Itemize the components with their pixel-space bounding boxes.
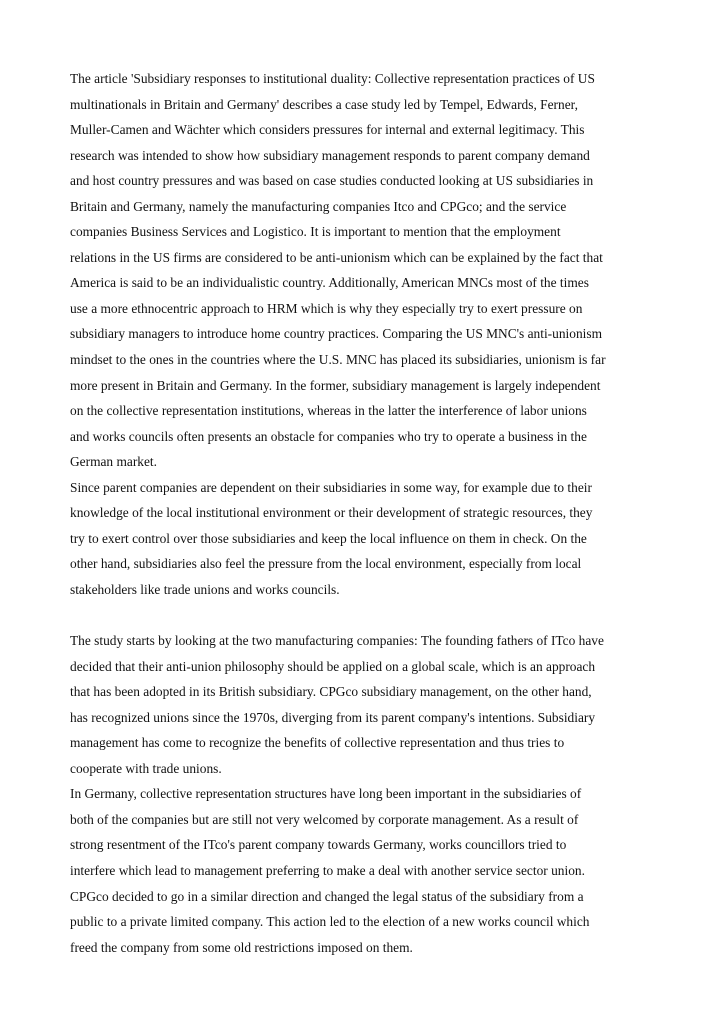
text-line: The article 'Subsidiary responses to institutional duality: Collective representation practices of US <box>70 71 595 86</box>
text-line: America is said to be an individualistic country. Additionally, American MNCs most of the times <box>70 275 589 291</box>
text-line: German market. <box>70 454 157 470</box>
text-line: In Germany, collective representation structures have long been important in the subsidiaries of <box>70 786 582 802</box>
text-line: knowledge of the local institutional environment or their development of strategic resources, they <box>70 505 593 521</box>
text-line: interfere which lead to management preferring to make a deal with another service sector union. <box>70 862 585 878</box>
text-line: Britain and Germany, namely the manufacturing companies Itco and CPGco; and the service <box>70 198 567 214</box>
paragraph-3 <box>70 628 670 781</box>
paragraph-spacer <box>70 602 670 628</box>
text-line: CPGco decided to go in a similar direction and changed the legal status of the subsidiary from a <box>70 888 584 904</box>
text-line: Since parent companies are dependent on their subsidiaries in some way, for example due to their <box>70 479 592 495</box>
text-line: strong resentment of the ITco's parent company towards Germany, works councillors tried to <box>70 837 567 853</box>
text-line: other hand, subsidiaries also feel the pressure from the local environment, especially from local <box>70 556 582 572</box>
paragraph-1 <box>70 66 670 475</box>
text-line: on the collective representation institutions, whereas in the latter the interference of labor unions <box>70 403 587 419</box>
document-body <box>70 66 670 960</box>
text-line: try to exert control over those subsidiaries and keep the local influence on them in check. On the <box>70 530 587 546</box>
text-line: freed the company from some old restrictions imposed on them. <box>70 939 413 955</box>
text-line: relations in the US firms are considered to be anti-unionism which can be explained by the fact that <box>70 249 603 265</box>
text-line: cooperate with trade unions. <box>70 760 222 776</box>
text-line: public to a private limited company. This action led to the election of a new works council which <box>70 914 590 930</box>
text-line: more present in Britain and Germany. In the former, subsidiary management is largely independent <box>70 377 601 393</box>
text-line: both of the companies but are still not very welcomed by corporate management. As a result of <box>70 811 579 827</box>
text-line: multinationals in Britain and Germany' describes a case study led by Tempel, Edwards, Ferner, <box>70 96 578 112</box>
text-line: subsidiary managers to introduce home country practices. Comparing the US MNC's anti-unionism <box>70 326 602 342</box>
text-line: that has been adopted in its British subsidiary. CPGco subsidiary management, on the other hand, <box>70 684 592 700</box>
text-line: stakeholders like trade unions and works councils. <box>70 581 340 597</box>
text-line: and host country pressures and was based on case studies conducted looking at US subsidiaries in <box>70 173 594 189</box>
text-line: Muller-Camen and Wächter which considers pressures for internal and external legitimacy. This <box>70 122 585 138</box>
text-line: has recognized unions since the 1970s, diverging from its parent company's intentions. Subsidiary <box>70 709 596 725</box>
text-line: mindset to the ones in the countries where the U.S. MNC has placed its subsidiaries, unionism is far <box>70 352 606 368</box>
text-line: decided that their anti-union philosophy should be applied on a global scale, which is an approach <box>70 658 596 674</box>
text-line: The study starts by looking at the two manufacturing companies: The founding fathers of ITco have <box>70 633 604 649</box>
paragraph-4 <box>70 781 670 960</box>
text-line: companies Business Services and Logistico. It is important to mention that the employment <box>70 224 561 240</box>
text-line: management has come to recognize the benefits of collective representation and thus tries to <box>70 735 565 751</box>
paragraph-2 <box>70 475 670 603</box>
text-line: research was intended to show how subsidiary management responds to parent company demand <box>70 147 590 163</box>
text-line: use a more ethnocentric approach to HRM which is why they especially try to exert pressure on <box>70 300 583 316</box>
text-line: and works councils often presents an obstacle for companies who try to operate a business in the <box>70 428 587 444</box>
